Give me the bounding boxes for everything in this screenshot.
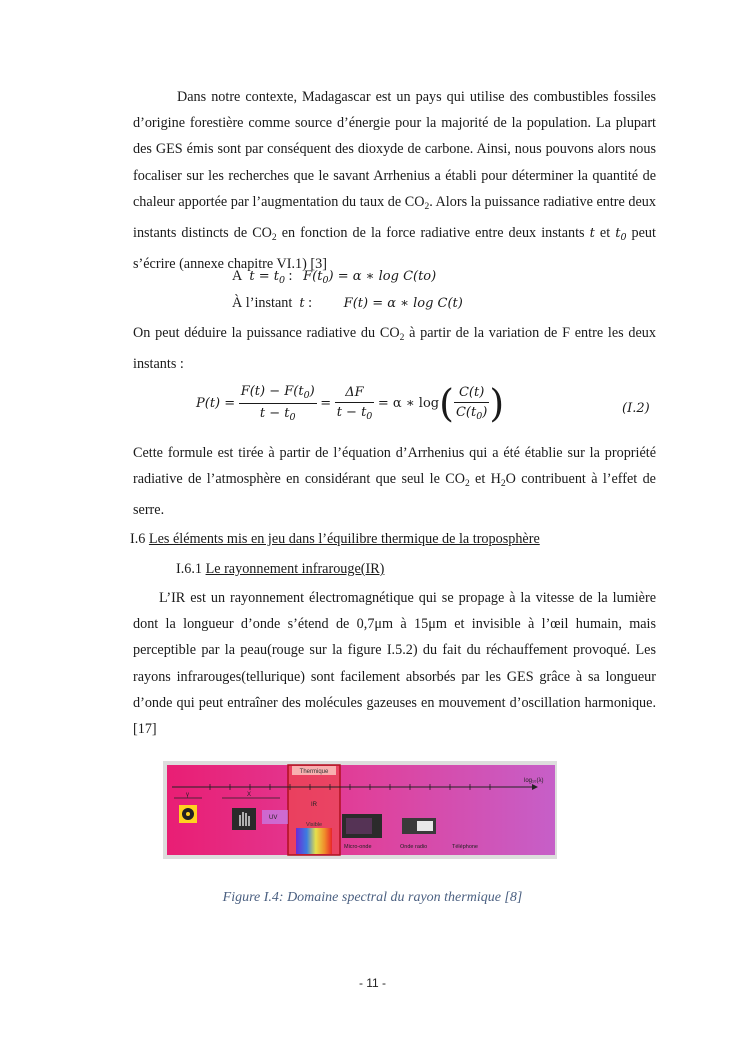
paragraph-arrhenius — [133, 440, 656, 524]
eq2-condition: t — [299, 296, 305, 311]
eq3-lhs: P(t) = — [196, 395, 236, 411]
eq2-colon: : — [304, 295, 313, 311]
heading2-text: Le rayonnement infrarouge(IR) — [205, 561, 385, 577]
eq3-equals: = — [320, 395, 332, 411]
spectral-domain-figure — [162, 760, 558, 860]
x-label: X — [247, 792, 252, 798]
eq3-f3-den-b: ) — [482, 405, 488, 420]
eq3-f3-den: C(t — [455, 405, 477, 420]
eq1-label: A — [232, 268, 243, 284]
uv-label: UV — [269, 815, 278, 821]
eq3-f1-num-sub: 0 — [303, 390, 310, 401]
para3-text-b: et H — [469, 471, 501, 488]
eq3-f2-den: t − t — [336, 405, 367, 420]
eq1-rhs: ) = α ∗ log C(to) — [328, 269, 437, 284]
eq3-f1-den: t − t — [259, 406, 290, 421]
para1-et: et — [594, 225, 616, 242]
equation-number: (I.2) — [622, 401, 650, 416]
eq1-condition-sub: 0 — [278, 275, 285, 286]
para1-text-d: peut s’écrire (annexe chapitre VI.1) [3] — [133, 225, 656, 273]
thermique-label: Thermique — [299, 769, 329, 775]
radio-label: Onde radio — [400, 844, 428, 850]
para3-text-c: O contribuent à l’effet de serre. — [133, 471, 656, 519]
heading1-number: I.6 — [130, 531, 149, 547]
figure-background — [167, 765, 555, 855]
para1-text: Dans notre contexte, Madagascar est un pays qui utilise des combustibles fossiles d’origine forestière comme source d’énergie pour la majorité de la population. La plupart des GES émis sont par conséquent des dioxyde de carbone. Ainsi, nous pouvons alors nous focaliser sur les recherches que le savant Arrhenius a établi pour déterminer la quantité de chaleur apportée par l’augmentation du taux de CO — [133, 89, 656, 210]
eq2-expression: F(t) = α ∗ log C(t) — [343, 296, 463, 311]
eq3-f1-num: F(t) − F(t — [240, 384, 304, 399]
figure-caption: Figure I.4: Domaine spectral du rayon thermique [8] — [222, 890, 523, 905]
eq3-fraction-3 — [454, 385, 489, 422]
eq3-f3-num: C(t) — [454, 385, 489, 403]
para2-text-b: à partir de la variation de F entre les deux instants : — [133, 325, 656, 373]
h2o-subscript: 2 — [500, 479, 506, 490]
radio-panel — [417, 821, 433, 831]
math-t0: t — [615, 226, 621, 242]
eq3-fraction-2 — [335, 385, 375, 422]
eq3-fraction-1 — [239, 384, 317, 423]
eq1-lhs-sub: 0 — [322, 275, 329, 286]
heading1-text: Les éléments mis en jeu dans l’équilibre thermique de la troposphère — [148, 531, 540, 547]
page-number: - 11 - — [358, 976, 387, 990]
heading2-number: I.6.1 — [176, 561, 206, 577]
co2-subscript: 2 — [399, 333, 405, 343]
microwave-label: Micro-onde — [344, 844, 372, 850]
equation-power — [196, 381, 505, 426]
gamma-label: γ — [186, 792, 189, 798]
section-heading-1-6-1 — [176, 561, 384, 578]
para1-text-b: . Alors la puissance radiative entre deux instants distincts de CO — [133, 193, 656, 242]
eq1-condition: t = t — [249, 269, 279, 284]
left-paren: ( — [439, 381, 454, 426]
eq3-f1-num-b: ) — [309, 384, 315, 399]
visible-label: Visible — [305, 822, 323, 828]
math-t: t — [589, 226, 595, 242]
section-heading-1-6 — [130, 531, 540, 548]
eq1-lhs: F(t — [303, 269, 323, 284]
eq3-middle: = α ∗ log — [377, 395, 440, 411]
eq3-f1-den-sub: 0 — [289, 412, 296, 423]
phone-label: Téléphone — [452, 844, 478, 850]
eq3-f3-den-sub: 0 — [476, 411, 483, 422]
right-paren: ) — [489, 381, 505, 426]
equation-initial — [232, 268, 436, 286]
co2-subscript: 2 — [424, 201, 430, 212]
para1-text-c: en fonction de la force radiative entre deux instants — [276, 225, 590, 242]
paragraph-context — [133, 84, 656, 277]
paragraph-deduction — [133, 320, 656, 377]
equation-instant — [232, 295, 463, 312]
xray-hand-icon — [232, 808, 256, 830]
ir-label: IR — [311, 802, 317, 808]
para3-text-a: Cette formule est tirée à partir de l’équation d’Arrhenius qui a été établie sur la propriété radiative de l’atmosphère en considérant que seul le CO — [133, 445, 656, 488]
math-t0-sub: 0 — [620, 232, 627, 244]
eq1-colon: : — [285, 268, 293, 284]
co2-subscript: 2 — [464, 479, 470, 490]
eq3-f2-den-sub: 0 — [366, 411, 373, 422]
paragraph-infrared — [133, 585, 656, 742]
co2-subscript: 2 — [271, 233, 277, 244]
microwave-window — [346, 818, 372, 834]
para4-text: L’IR est un rayonnement électromagnétique qui se propage à la vitesse de la lumière dont la longueur d’onde s’étend de 0,7μm à 15μm et invisible à l’œil humain, mais perceptible par la peau(rouge sur la figure I.5.2) du fait du réchauffement provoqué. Les rayons infrarouges(tellurique) sont facilement absorbés par les GES grâce à sa longueur d’onde qui peut entraîner des molécules gazeuses en mouvement d’oscillation harmonique. [17] — [133, 590, 656, 738]
eq2-label: À l’instant — [232, 295, 293, 311]
visible-spectrum — [296, 828, 332, 854]
eq3-f2-num: ΔF — [335, 385, 375, 403]
para2-text-a: On peut déduire la puissance radiative du CO — [133, 325, 400, 341]
radiation-icon-core — [186, 812, 190, 816]
axis-label: log₁₀(λ) — [524, 778, 544, 784]
